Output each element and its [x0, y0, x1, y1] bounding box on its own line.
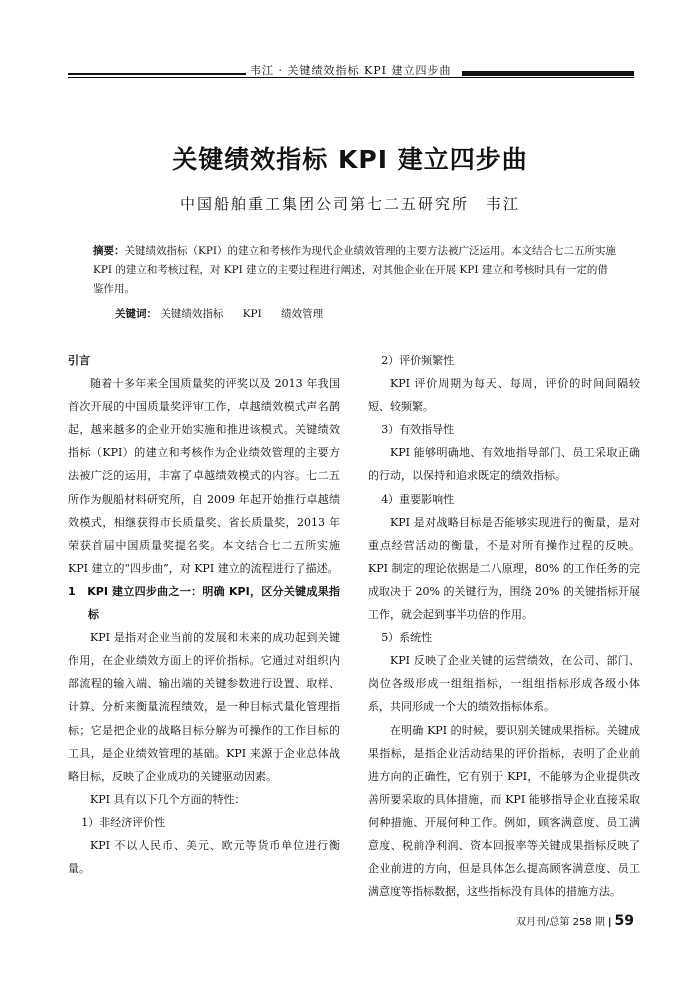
subheading: 3）有效指导性 [381, 423, 455, 437]
running-title: 韦江 · 关键绩效指标 KPI 建立四步曲 [250, 64, 452, 77]
header-bar-right [462, 71, 634, 76]
paragraph: KPI 是对战略目标是否能够实现进行的衡量，是对重点经营活动的衡量，不是对所有操作过程的反映。KPI 制定的理论依据是二八原理，80% 的工作任务的完成取决于 20% 的关键行为，围绕 20% 的关键指标开展工作，就会起到事半功倍的作用。 [368, 515, 640, 622]
left-column [68, 349, 340, 880]
page-number: 59 [614, 913, 634, 929]
paragraph: KPI 评价周期为每天、每周，评价的时间间隔较短、较频繁。 [368, 377, 640, 414]
paragraph: KPI 不以人民币、美元、欧元等货币单位进行衡量。 [68, 838, 340, 876]
subheading: 2）评价频繁性 [381, 354, 455, 367]
journal-frequency: 双月刊 [516, 917, 547, 928]
paragraph: KPI 能够明确地、有效地指导部门、员工采取正确的行动，以保持和追求既定的绩效指标。 [368, 446, 640, 483]
paragraph: 随着十多年来全国质量奖的评奖以及 2013 年我国首次开展的中国质量奖评审工作，卓越绩效模式声名鹊起，越来越多的企业开始实施和推进该模式。关键绩效指标（KPI）的建立和考核作为企业绩效管理的主要方法被广泛的运用，丰富了卓越绩效模式的内容。七二五所作为舰船材料研究所，自 2009 年起开始推行卓越绩效模式，相继获得市长质量奖、省长质量奖，2013 年荣获首届中国质量奖提名奖。本文结合七二五所实施 KPI 建立的“四步曲”，对 KPI 建立的流程进行了描述。 [68, 377, 340, 575]
running-header [0, 58, 700, 80]
issue-number: 总第 258 期 [549, 917, 605, 928]
keyword: KPI [242, 308, 262, 320]
header-rule [68, 77, 634, 78]
author-line: 中国船舶重工集团公司第七二五研究所 韦江 [179, 195, 520, 213]
keyword: 关键绩效指标 [160, 308, 224, 320]
keywords-label: 关键词： [115, 308, 157, 320]
keyword: 绩效管理 [281, 308, 324, 320]
subheading: 1）非经济评价性 [81, 815, 166, 829]
paragraph: KPI 具有以下几个方面的特性： [90, 792, 246, 806]
article-title: 关键绩效指标 KPI 建立四步曲 [172, 145, 528, 174]
abstract [93, 242, 618, 299]
right-column [368, 349, 640, 903]
page-footer: 双月刊/总第 258 期 | 59 [516, 913, 634, 929]
paragraph: 在明确 KPI 的时候，要识别关键成果指标。关键成果指标，是指企业活动结果的评价指标，表明了企业前进方向的正确性，它有别于 KPI，不能够为企业提供改善所要采取的具体措施，而 KPI 能够指导企业直接采取何种措施、开展何种工作。例如，顾客满意度、员工满意度、税前净利润、资本回报率等关键成果指标反映了企业前进的方向，但是具体怎么提高顾客满意度、员工满意度等指标数据，这些指标没有具体的措施方法。 [368, 723, 640, 899]
header-rule-left [68, 73, 246, 75]
subheading: 5）系统性 [381, 631, 433, 645]
section-heading: 1 KPI 建立四步曲之一：明确 KPI，区分关键成果指标 [68, 584, 340, 622]
subheading: 4）重要影响性 [381, 492, 455, 506]
keywords [115, 306, 339, 321]
abstract-text: 关键绩效指标（KPI）的建立和考核作为现代企业绩效管理的主要方法被广泛运用。本文结合七二五所实施 KPI 的建立和考核过程，对 KPI 建立的主要过程进行阐述，对其他企业在开展 KPI 建立和考核时具有一定的借鉴作用。 [93, 245, 617, 295]
paragraph: KPI 反映了企业关键的运营绩效，在公司、部门、岗位各级形成一组组指标，一组组指标形成各级小体系，共同形成一个大的绩效指标体系。 [368, 654, 640, 714]
paragraph: KPI 是指对企业当前的发展和未来的成功起到关键作用，在企业绩效方面上的评价指标。它通过对组织内部流程的输入端、输出端的关键参数进行设置、取样、计算、分析来衡量流程绩效，是一种目标式量化管理指标；它是把企业的战略目标分解为可操作的工作目标的工具，是企业绩效管理的基础。KPI 来源于企业总体战略目标，反映了企业成功的关键驱动因素。 [68, 631, 340, 783]
section-heading: 引言 [68, 354, 90, 367]
abstract-label: 摘要： [93, 245, 125, 257]
